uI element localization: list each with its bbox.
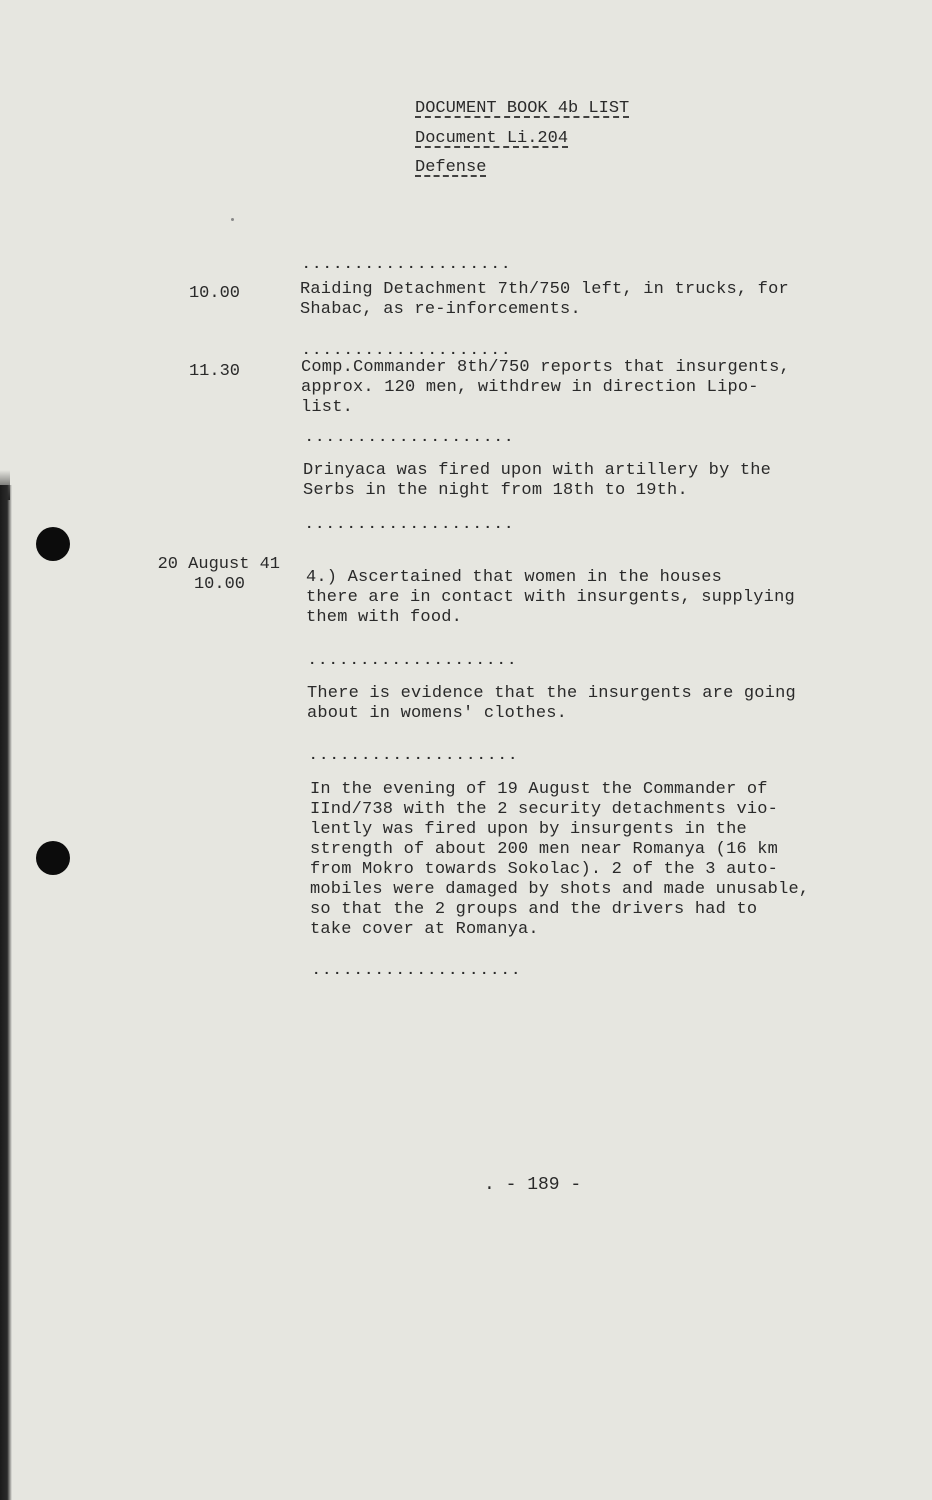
separator: ....................: [302, 257, 513, 273]
entry-line: mobiles were damaged by shots and made unusable,: [310, 880, 810, 899]
entry-line: lently was fired upon by insurgents in the: [310, 820, 747, 839]
page-edge-shadow: [0, 485, 12, 1500]
entry-line: Comp.Commander 8th/750 reports that insurgents,: [301, 358, 790, 377]
entry-line: strength of about 200 men near Romanya (16 km: [310, 840, 779, 859]
entry-line: about in womens' clothes.: [307, 704, 568, 723]
separator: ....................: [312, 963, 523, 979]
entry-line: Drinyaca was fired upon with artillery by the: [303, 461, 772, 480]
header-document-book: DOCUMENT BOOK 4b LIST: [415, 99, 630, 118]
entry-line: Serbs in the night from 18th to 19th.: [303, 481, 688, 500]
separator: ....................: [305, 517, 516, 533]
separator: ....................: [308, 653, 519, 669]
separator: ....................: [309, 748, 520, 764]
entry-time: 10.00: [193, 575, 245, 594]
entry-line: from Mokro towards Sokolac). 2 of the 3 auto-: [310, 860, 779, 879]
separator: ....................: [305, 430, 516, 446]
entry-line: there are in contact with insurgents, supplying: [306, 588, 795, 607]
header-defense: Defense: [415, 158, 487, 177]
entry-text: [306, 568, 795, 628]
entry-time: 10.00: [188, 284, 240, 303]
separator: ....................: [302, 343, 513, 359]
entry-text: [303, 461, 771, 501]
entry-text: [307, 684, 796, 724]
header-document-number: Document Li.204: [415, 128, 569, 148]
punch-hole-lower: [36, 841, 70, 875]
entry-line: IInd/738 with the 2 security detachments vio-: [310, 800, 779, 819]
document-header: [415, 94, 629, 183]
entry-line: Raiding Detachment 7th/750 left, in trucks, for: [300, 280, 789, 299]
entry-line: list.: [301, 398, 354, 417]
page-number: . - 189 -: [484, 1175, 582, 1195]
paper-speck: [231, 218, 234, 221]
entry-line: There is evidence that the insurgents are going: [307, 684, 796, 703]
entry-text: [310, 780, 809, 940]
punch-hole-upper: [36, 527, 70, 561]
entry-time: 11.30: [188, 362, 240, 381]
entry-line: so that the 2 groups and the drivers had to: [310, 900, 758, 919]
entry-line: approx. 120 men, withdrew in direction Lipo-: [301, 378, 759, 397]
entry-line: take cover at Romanya.: [310, 920, 539, 939]
entry-text: [301, 358, 790, 418]
entry-line: 4.) Ascertained that women in the houses: [306, 568, 723, 587]
entry-date: 20 August 41: [157, 555, 280, 574]
entry-line: Shabac, as re-inforcements.: [300, 300, 581, 319]
entry-line: them with food.: [306, 608, 463, 627]
entry-text: [300, 280, 789, 320]
entry-line: In the evening of 19 August the Commander of: [310, 780, 768, 799]
